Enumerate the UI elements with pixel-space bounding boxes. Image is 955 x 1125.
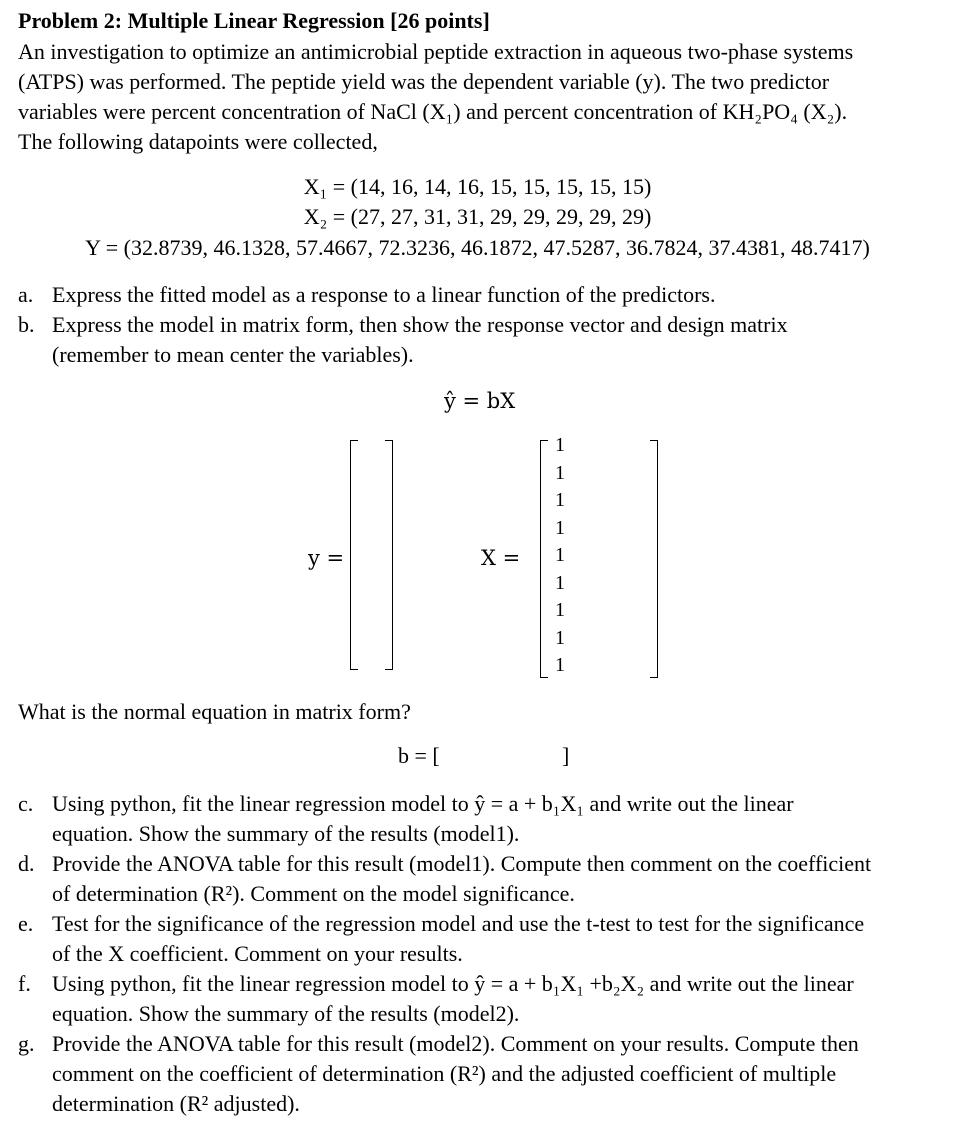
part-text: equation. Show the summary of the results (model1). (52, 821, 520, 846)
intro-line: The following datapoints were collected, (18, 129, 378, 154)
b-open-bracket: b = [ (398, 743, 440, 768)
x1-data: X₁ = (14, 16, 14, 16, 15, 15, 15, 15, 15) (303, 174, 652, 199)
matrix-entry: 1 (555, 544, 565, 566)
part-label: e. (18, 911, 34, 936)
part-label: a. (18, 282, 34, 307)
x2-data: X₂ = (27, 27, 31, 31, 29, 29, 29, 29, 29) (303, 204, 652, 229)
y-vector-right-bracket (385, 440, 393, 670)
part-label: c. (18, 791, 34, 816)
part-label: b. (18, 312, 35, 337)
y-vector-left-bracket (350, 440, 358, 670)
part-text: Provide the ANOVA table for this result (model2). Comment on your results. Compute then (52, 1031, 859, 1056)
problem-title: Problem 2: Multiple Linear Regression [26 points] (18, 8, 490, 33)
matrix-entry: 1 (555, 626, 565, 649)
intro-line: An investigation to optimize an antimicrobial peptide extraction in aqueous two-phase systems (18, 39, 854, 64)
part-text: Express the model in matrix form, then show the response vector and design matrix (52, 312, 788, 337)
design-matrix-right-bracket (650, 440, 658, 678)
matrix-entry: 1 (555, 461, 565, 484)
matrix-entry: 1 (555, 599, 565, 621)
part-label: g. (18, 1031, 35, 1056)
b-close-bracket: ] (562, 743, 570, 768)
model-equation: ŷ = bX (444, 389, 516, 413)
y-data: Y = (32.8739, 46.1328, 57.4667, 72.3236, 46.1872, 47.5287, 36.7824, 37.4381, 48.7417) (85, 235, 870, 260)
part-text: Express the fitted model as a response to a linear function of the predictors. (52, 282, 716, 307)
part-text: Using python, fit the linear regression model to ŷ = a + b₁X₁ +b₂X₂ and write out the linear (52, 971, 854, 996)
matrix-entry: 1 (555, 434, 565, 456)
intro-line: (ATPS) was performed. The peptide yield was the dependent variable (y). The two predictor (18, 69, 830, 94)
part-label: f. (18, 971, 31, 996)
part-text: comment on the coefficient of determination (R²) and the adjusted coefficient of multiple (52, 1061, 837, 1086)
part-text: of determination (R²). Comment on the model significance. (52, 881, 575, 906)
design-matrix-left-bracket (540, 440, 548, 678)
design-matrix-ones-column (550, 432, 570, 680)
part-label: d. (18, 851, 35, 876)
part-text: equation. Show the summary of the results (model2). (52, 1001, 520, 1026)
normal-equation-question: What is the normal equation in matrix form? (18, 699, 411, 724)
part-text: Provide the ANOVA table for this result (model1). Compute then comment on the coefficient (52, 851, 872, 876)
part-text: determination (R² adjusted). (52, 1091, 300, 1116)
part-text: (remember to mean center the variables). (52, 342, 414, 367)
part-text: Test for the significance of the regression model and use the t-test to test for the significance (52, 911, 865, 936)
y-vector-label: y = (308, 546, 345, 570)
matrix-entry: 1 (555, 654, 565, 676)
matrix-entry: 1 (555, 489, 565, 511)
matrix-entry: 1 (555, 516, 565, 539)
matrix-entry: 1 (555, 571, 565, 594)
part-text: of the X coefficient. Comment on your results. (52, 941, 463, 966)
part-text: Using python, fit the linear regression model to ŷ = a + b₁X₁ and write out the linear (52, 791, 794, 816)
intro-line: variables were percent concentration of NaCl (X₁) and percent concentration of KH₂PO₄ (X₂). (18, 99, 848, 124)
design-matrix-label: X = (481, 546, 521, 570)
